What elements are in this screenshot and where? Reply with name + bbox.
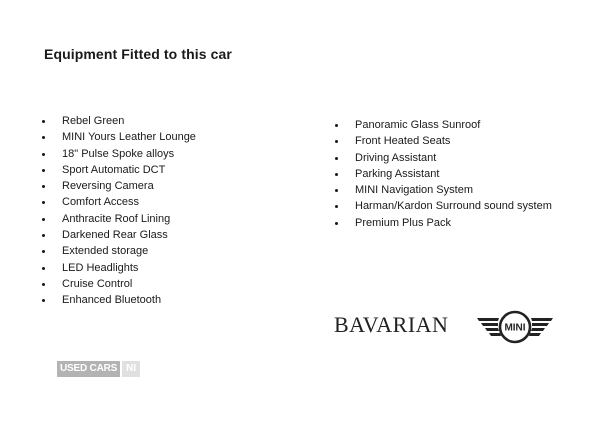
- badge-ni: NI: [122, 361, 140, 377]
- bullet-icon: [42, 153, 45, 156]
- used-cars-ni-badge: [57, 361, 140, 377]
- page-title: Equipment Fitted to this car: [44, 46, 232, 62]
- bullet-icon: [42, 234, 45, 237]
- bullet-icon: [42, 201, 45, 204]
- bullet-icon: [335, 124, 338, 127]
- bullet-icon: [335, 140, 338, 143]
- bullet-icon: [42, 120, 45, 123]
- bullet-icon: [42, 250, 45, 253]
- dealer-logo-text: BAVARIAN: [334, 312, 449, 337]
- bullet-icon: [335, 173, 338, 176]
- bullet-icon: [42, 136, 45, 139]
- bullet-icon: [335, 157, 338, 160]
- bullet-icon: [335, 205, 338, 208]
- bullet-icon: [42, 299, 45, 302]
- badge-used-cars: USED CARS: [57, 361, 120, 377]
- bullet-icon: [335, 222, 338, 225]
- mini-logo-icon: [477, 309, 553, 345]
- bullet-icon: [335, 189, 338, 192]
- bullet-icon: [42, 185, 45, 188]
- bullet-icon: [42, 169, 45, 172]
- bullet-icon: [42, 218, 45, 221]
- bullet-icon: [42, 267, 45, 270]
- bullet-icon: [42, 283, 45, 286]
- mini-logo-text: MINI: [504, 322, 526, 334]
